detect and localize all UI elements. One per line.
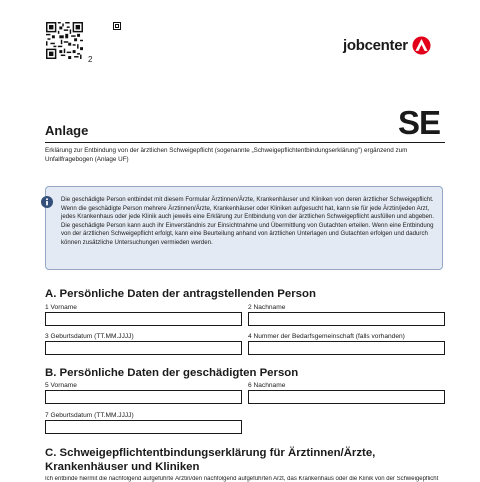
form-code: SE [398,104,441,141]
section-c-text: Ich entbinde hiermit die nachfolgend aufgeführte Ärztin/den nachfolgend aufgeführten Arzt, das Krankenhaus oder die Klinik von der Schweigepflicht [45,476,439,482]
field-label-first-name-applicant: 1 Vorname [45,304,77,311]
field-label-community-number: 4 Nummer der Bedarfsgemeinschaft (falls vorhanden) [248,333,405,340]
first-name-applicant-input[interactable] [45,312,242,326]
small-qr-code-icon [113,22,121,30]
section-c-heading-line1: C. Schweigepflichtentbindungserklärung für Ärztinnen/Ärzte, [45,447,376,459]
info-icon [41,196,53,208]
document-subtitle: Erklärung zur Entbindung von der ärztlichen Schweigepflicht (sogenannte „Schweigepflichtentbindungserklärung") ergänzend zum Unfallfragebogen (Anlage UF) [45,147,408,163]
last-name-applicant-input[interactable] [248,312,445,326]
field-label-last-name-injured: 6 Nachname [248,382,286,389]
field-label-birthdate-injured: 7 Geburtsdatum (TT.MM.JJJJ) [45,412,134,419]
title-divider [45,142,445,143]
info-text: Die geschädigte Person entbindet mit diesem Formular Ärztinnen/Ärzte, Krankenhäuser und Kliniken von deren ärztlicher Schweigepflicht. Wenn die geschädigte Person mehrere Ärztinnen/Ärzte, Krankenhäuser oder Kliniken aufgesucht hat, kann sie für jede Ärztin/jeden Arzt, jedes Krankenhaus oder jede Klinik auch jeweils eine Erklärung zur Entbindung von der ärztlichen Schweigepflicht ausfüllen und abgeben. Die geschädigte Person kann auch ihr Einverständnis zur Einsichtnahme und Übermittlung von Gutachten erteilen. Wenn eine Entbindung von der ärztlichen Schweigepflicht erfolgt, kann eine Beurteilung anhand von ärztlichen Unterlagen und Gutachten erfolgen und dadurch können zusätzliche Untersuchungen vermieden werden. [61,196,434,246]
field-label-first-name-injured: 5 Vorname [45,382,77,389]
field-label-last-name-applicant: 2 Nachname [248,304,286,311]
birthdate-applicant-input[interactable] [45,341,242,355]
community-number-input[interactable] [248,341,445,355]
section-c-heading-line2: Krankenhäuser und Kliniken [45,461,200,473]
first-name-injured-input[interactable] [45,390,242,404]
document-title: Anlage [45,123,89,138]
section-a-heading: A. Persönliche Daten der antragstellenden Person [45,288,316,300]
jobcenter-logo [343,36,431,55]
logo-text: jobcenter [343,37,408,54]
logo-icon [412,36,431,55]
qr-code-icon [46,22,83,59]
section-b-heading: B. Persönliche Daten der geschädigten Person [45,367,299,379]
field-label-birthdate-applicant: 3 Geburtsdatum (TT.MM.JJJJ) [45,333,134,340]
last-name-injured-input[interactable] [248,390,445,404]
birthdate-injured-input[interactable] [45,420,242,434]
page-number: 2 [88,55,93,64]
